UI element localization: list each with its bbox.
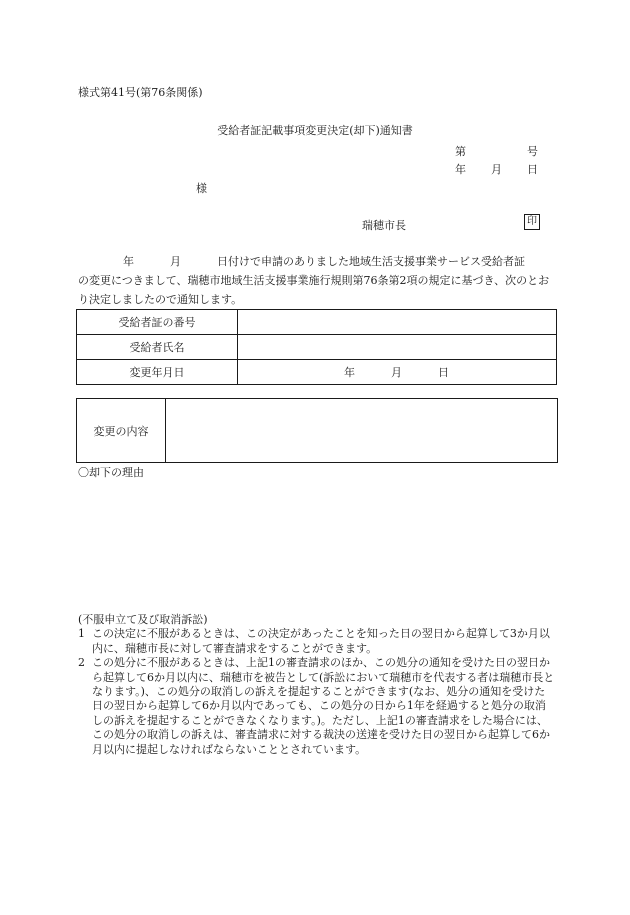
intro-body-text: の変更につきまして、瑞穂市地域生活支援事業施行規則第76条第2項の規定に基づき、次のとおり決定しましたので通知します。 — [78, 274, 550, 306]
change-date-year: 年 — [344, 366, 355, 379]
seal-mark: 印 — [524, 214, 540, 230]
appeal-item-number: 2 — [78, 656, 85, 670]
rejection-reason-label: 〇却下の理由 — [78, 466, 144, 479]
change-date-value — [238, 360, 557, 385]
doc-number-suffix: 号 — [527, 145, 538, 158]
table-row — [77, 335, 557, 360]
change-content-box — [76, 398, 558, 463]
table-label-change-date: 変更年月日 — [77, 360, 238, 385]
appeal-item-text: この処分に不服があるときは、上記1の審査請求のほか、この処分の通知を受けた日の翌日から起算して6か月以内に、瑞穂市を被告として(訴訟において瑞穂市を代表する者は瑞穂市長となります。)、この処分の取消しの訴えを提起することができます(なお、処分の通知を受けた日の翌日から起算して6か月以内であっても、この処分の日から1年を経過すると処分の取消しの訴えを提起することができなくなります。)。ただし、上記1の審査請求をした場合には、この処分の取消しの訴えは、審査請求に対する裁決の送達を受けた日の翌日から起算して6か月以内に提起しなければならないこととされています。 — [92, 656, 555, 756]
addressee-suffix: 様 — [196, 182, 207, 195]
table-label-recipient-name: 受給者氏名 — [77, 335, 238, 360]
recipient-name-value — [238, 335, 557, 360]
appeal-notice — [78, 613, 556, 757]
doc-date-day: 日 — [527, 163, 538, 176]
appeal-item-number: 1 — [78, 627, 85, 641]
doc-date-month: 月 — [491, 163, 502, 176]
issuer-name: 瑞穂市長 — [362, 219, 406, 232]
change-date-month: 月 — [391, 366, 402, 379]
table-row — [77, 310, 557, 335]
table-row — [77, 360, 557, 385]
intro-month: 月 — [170, 255, 181, 268]
list-item — [78, 656, 556, 757]
intro-day-text: 日付けで申請のありました地域生活支援事業サービス受給者証 — [217, 255, 525, 268]
certificate-number-value — [238, 310, 557, 335]
form-number: 様式第41号(第76条関係) — [78, 86, 203, 99]
list-item — [78, 627, 556, 656]
doc-number-prefix: 第 — [455, 145, 466, 158]
table-label-certificate-number: 受給者証の番号 — [77, 310, 238, 335]
doc-date-year: 年 — [455, 163, 466, 176]
change-date-day: 日 — [438, 366, 449, 379]
intro-year: 年 — [123, 255, 134, 268]
change-content-label: 変更の内容 — [77, 399, 166, 462]
info-table — [76, 309, 557, 385]
appeal-item-text: この決定に不服があるときは、この決定があったことを知った日の翌日から起算して3か月以内に、瑞穂市長に対して審査請求をすることができます。 — [92, 627, 550, 655]
document-title: 受給者証記載事項変更決定(却下)通知書 — [217, 124, 413, 137]
intro-paragraph — [78, 252, 556, 309]
appeal-heading: (不服申立て及び取消訴訟) — [78, 613, 208, 626]
